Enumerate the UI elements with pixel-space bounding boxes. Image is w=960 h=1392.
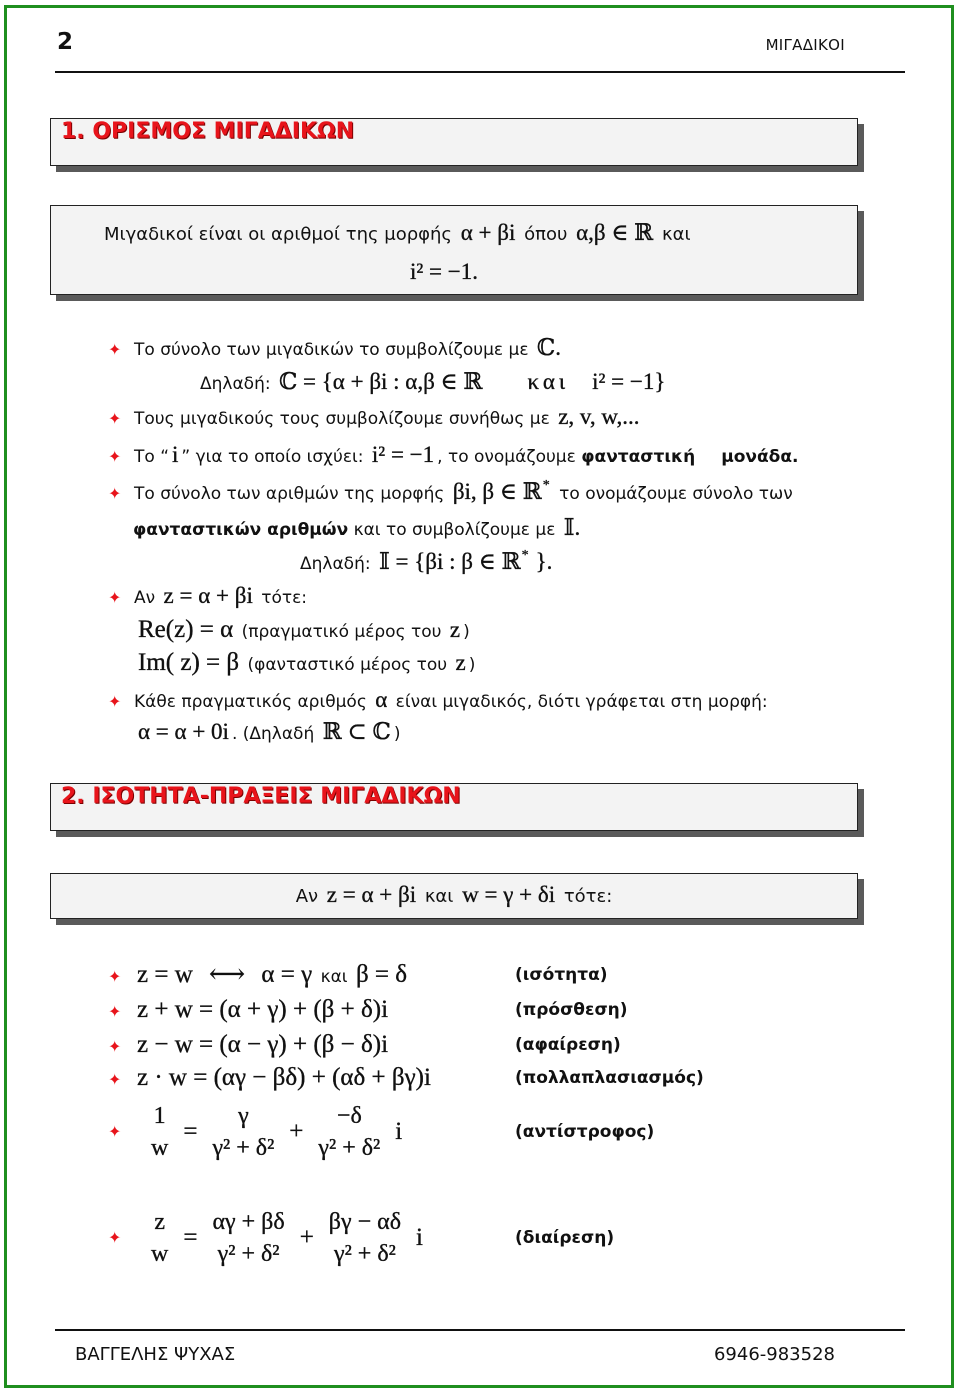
parts-z-math: z = α + βi [163,583,253,608]
real-part-math: Re(z) = α [138,616,234,643]
division-real-fraction [209,1206,287,1270]
complex-set-builder-math: ℂ = {α + βi : α,β ∈ ℝ [278,369,483,394]
imag-unit-bold-b: μονάδα. [721,447,799,467]
real-part-line [135,614,470,646]
running-title: ΜΙΓΑΔΙΚΟΙ [765,36,845,54]
multiplication-math: z · w = (αγ − βδ) + (αδ + βγ)i [137,1064,431,1091]
imaginary-set-continuation [133,512,583,544]
fraction-denominator: γ² + δ² [333,1241,396,1267]
equality-real-math: α = γ [261,961,313,988]
i-squared-condition-math: i² = −1} [592,369,666,394]
fraction-numerator: βγ − αδ [328,1209,402,1235]
reals-text-d: ) [393,724,401,744]
imag-set-text-a: Το σύνολο των αριθμών της μορφής [134,484,445,504]
bullet-real-imag-parts [108,580,307,612]
reciprocal-row [108,1094,708,1170]
reals-subset-math: ℝ ⊂ ℂ [322,719,391,744]
section-1-heading: 1. ΟΡΙΣΜΟΣ ΜΙΓΑΔΙΚΩΝ [61,119,355,144]
complex-set-text: Το σύνολο των μιγαδικών το συμβολίζουμε με [134,340,529,360]
that-is-label: Δηλαδή: [300,554,371,574]
imag-part-z: z [455,650,466,675]
equality-label: (ισότητα) [515,965,608,985]
definition-where-text: όπου [524,224,568,245]
definition-form-math: α + βi [460,220,516,245]
four-pointed-star-icon [108,478,134,510]
reals-text-b: είναι μιγαδικός, διότι γράφεται στη μορφή: [395,692,768,712]
reals-text-c: . (Δηλαδή [231,724,315,744]
imag-set-form-math: βi, β ∈ ℝ [452,479,542,504]
imag-set-builder-end: }. [535,549,553,574]
iff-arrow: ⟷ [209,961,245,988]
real-part-z: z [449,617,461,642]
equality-lhs-math: z = w [137,961,193,988]
real-part-close: ) [463,622,470,642]
addition-row [108,994,708,1026]
and-word-math: και [527,369,570,394]
complex-set-definition [200,366,668,398]
imag-set-bold: φανταστικών αριθμών [133,520,349,540]
definition-box [50,205,858,295]
equality-and-text: και [320,967,348,987]
reciprocal-lhs-fraction [148,1100,171,1164]
footer-phone: 6946-983528 [713,1344,835,1365]
fraction-numerator: γ [238,1103,249,1129]
bullet-imaginary-unit [108,439,798,471]
four-pointed-star-icon [108,961,134,993]
equality-imag-math: β = δ [355,961,408,988]
four-pointed-star-icon [108,996,134,1028]
imag-set-star-superscript: * [542,478,550,493]
footer-author: ΒΑΓΓΕΛΗΣ ΨΥΧΑΣ [75,1344,236,1365]
definition-i-squared-math: i² = −1. [410,259,478,284]
fraction-denominator: γ² + δ² [217,1241,280,1267]
imag-unit-text-a: Το “ [134,447,169,467]
operations-intro-box [50,873,858,919]
subtraction-math: z − w = (α − γ) + (β − δ)i [137,1031,389,1058]
fraction-numerator: 1 [153,1103,166,1129]
four-pointed-star-icon [108,1031,134,1063]
imaginary-unit: i [416,1224,423,1251]
imag-set-text-b: το ονομάζουμε σύνολο των [559,484,793,504]
section-2-heading-box [50,783,858,831]
multiplication-label: (πολλαπλασιασμός) [515,1068,704,1088]
equality-row [108,959,668,991]
definition-line-2 [407,256,481,290]
equals-sign: = [183,1224,198,1251]
imag-unit-i-math: i [172,442,179,467]
footer-rule [55,1329,905,1331]
fraction-numerator: z [154,1209,165,1235]
fraction-numerator: −δ [336,1103,362,1129]
parts-text-b: τότε: [261,588,308,608]
division-lhs-fraction [148,1206,171,1270]
addition-math: z + w = (α + γ) + (β + δ)i [137,996,389,1023]
page-number: 2 [57,29,74,55]
intro-z-math: z = α + βi [326,882,417,907]
fraction-denominator: w [151,1241,169,1267]
fraction-numerator: αγ + βδ [212,1209,285,1235]
reals-text-a: Κάθε πραγματικός αριθμός [134,692,367,712]
symbols-math: z, v, w,... [558,404,640,429]
imag-part-math: Im( z) = β [138,649,240,676]
section-1-heading-box [50,118,858,166]
reciprocal-label: (αντίστροφος) [515,1122,655,1142]
multiplication-row [108,1062,728,1094]
imag-unit-text-b: ” για το οποίο ισχύει: [181,447,364,467]
bullet-symbols [108,401,643,433]
four-pointed-star-icon [108,1222,142,1254]
fraction-denominator: w [151,1135,169,1161]
reals-alpha-math: α [375,687,388,712]
subtraction-label: (αφαίρεση) [515,1035,621,1055]
four-pointed-star-icon [108,1116,142,1148]
four-pointed-star-icon [108,441,134,473]
imag-unit-bold-a: φανταστική [581,447,696,467]
parts-text-a: Αν [134,588,156,608]
equals-sign: = [183,1118,198,1145]
reciprocal-imag-fraction [315,1100,383,1164]
intro-text-b: και [424,886,454,907]
operations-intro-line [51,879,857,913]
imag-set-text-c: και το συμβολίζουμε με [353,520,556,540]
bullet-reals-are-complex [108,684,768,716]
division-row [108,1200,708,1276]
reals-continuation [135,716,400,748]
imaginary-unit: i [395,1118,403,1145]
reals-form-math: α = α + 0i [138,719,229,744]
intro-w-math: w = γ + δi [462,882,556,907]
complex-set-symbol: ℂ. [536,335,561,360]
imag-set-symbol: 𝕀. [563,515,581,540]
four-pointed-star-icon [108,1064,134,1096]
imag-part-close: ) [468,655,476,675]
subtraction-row [108,1029,708,1061]
section-2-heading: 2. ΙΣΟΤΗΤΑ-ΠΡΑΞΕΙΣ ΜΙΓΑΔΙΚΩΝ [61,784,461,809]
four-pointed-star-icon [108,403,134,435]
that-is-label: Δηλαδή: [200,374,271,394]
division-imag-fraction [326,1206,404,1270]
intro-text-a: Αν [295,886,319,907]
fraction-denominator: γ² + δ² [318,1135,381,1161]
four-pointed-star-icon [108,686,134,718]
bullet-imaginary-set [108,476,793,508]
division-label: (διαίρεση) [515,1228,615,1248]
reciprocal-real-fraction [209,1100,277,1164]
imag-unit-equation-math: i² = −1 [371,442,435,467]
fraction-denominator: γ² + δ² [212,1135,275,1161]
imag-set-def-star-superscript: * [521,548,529,563]
imaginary-set-definition [300,546,555,578]
imag-part-line [135,647,475,679]
plus-sign: + [299,1224,314,1251]
definition-line-1 [104,217,691,251]
definition-reals-math: α,β ∈ ℝ [576,220,654,245]
imag-part-text: (φανταστικό μέρος του [247,655,448,675]
plus-sign: + [289,1118,304,1145]
imag-set-builder-math: 𝕀 = {βi : β ∈ ℝ [378,549,521,574]
imag-unit-text-c: , το ονομάζουμε [437,447,576,467]
addition-label: (πρόσθεση) [515,1000,628,1020]
definition-text: Μιγαδικοί είναι οι αριθμοί της μορφής [104,224,452,245]
four-pointed-star-icon [108,582,134,614]
four-pointed-star-icon [108,334,134,366]
bullet-complex-set [108,332,564,364]
intro-text-c: τότε: [563,886,613,907]
definition-and-text: και [662,224,691,245]
real-part-text: (πραγματικό μέρος του [241,622,442,642]
header-rule [55,71,905,73]
symbols-text: Τους μιγαδικούς τους συμβολίζουμε συνήθως με [134,409,550,429]
